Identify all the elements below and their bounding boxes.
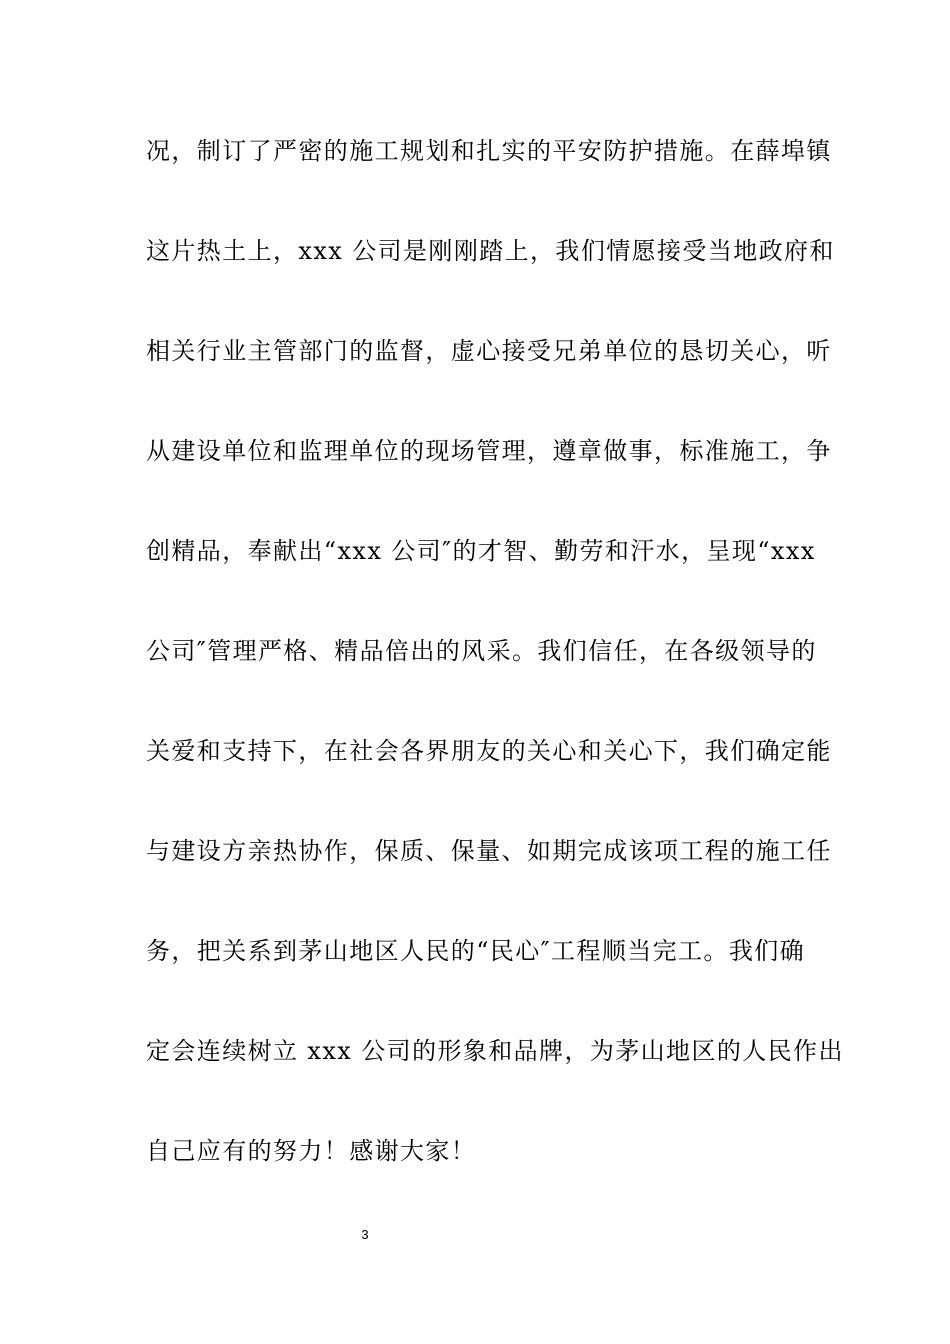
text-line: 相关行业主管部门的监督，虚心接受兄弟单位的恳切关心，听 [146,337,832,365]
text-line: 这片热土上，xxx 公司是刚刚踏上，我们情愿接受当地政府和 [146,237,835,265]
text-line: 从建设单位和监理单位的现场管理，遵章做事，标准施工，争 [146,437,832,465]
text-line: 定会连续树立 xxx 公司的形象和品牌，为茅山地区的人民作出 [146,1037,844,1065]
page-number: 3 [361,1227,369,1242]
text-line: 关爱和支持下，在社会各界朋友的关心和关心下，我们确定能 [146,737,832,765]
text-line: 务，把关系到茅山地区人民的“民心″工程顺当完工。我们确 [146,937,806,965]
text-line: 与建设方亲热协作，保质、保量、如期完成该项工程的施工任 [146,837,832,865]
text-line: 自己应有的努力！感谢大家！ [146,1137,477,1165]
text-line: 况，制订了严密的施工规划和扎实的平安防护措施。在薛埠镇 [146,137,832,165]
text-line: 创精品，奉献出“xxx 公司″的才智、勤劳和汗水，呈现“xxx [146,537,816,565]
text-line: 公司″管理严格、精品倍出的风采。我们信任，在各级领导的 [146,637,817,665]
body-text [146,126,844,1226]
